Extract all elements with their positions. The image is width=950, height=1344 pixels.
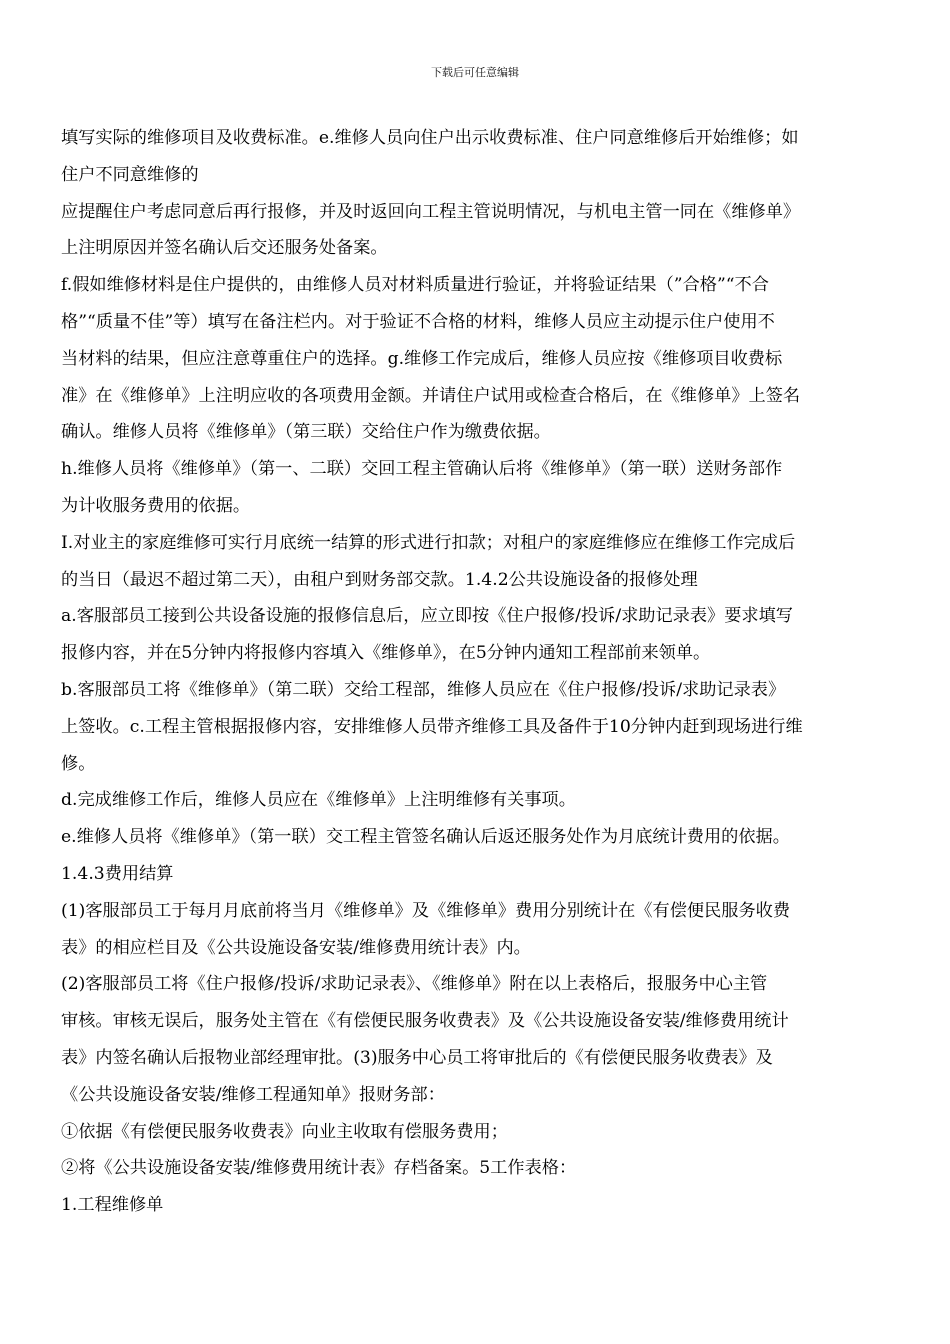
- text-line: h.维修人员将《维修单》（第一、二联）交回工程主管确认后将《维修单》（第一联）送财务部作: [61, 459, 783, 480]
- text-line: 的当日（最迟不超过第二天），由租户到财务部交款。1.4.2公共设施设备的报修处理: [61, 569, 698, 590]
- text-line: e.维修人员将《维修单》（第一联）交工程主管签名确认后返还服务处作为月底统计费用的依据。: [61, 827, 790, 848]
- text-line: 住户不同意维修的: [61, 164, 199, 185]
- text-line: f.假如维修材料是住户提供的，由维修人员对材料质量进行验证，并将验证结果（”合格”“不合: [61, 275, 769, 296]
- text-line: d.完成维修工作后，维修人员应在《维修单》上注明维修有关事项。: [61, 790, 576, 811]
- text-line: 报修内容，并在5分钟内将报修内容填入《维修单》，在5分钟内通知工程部前来领单。: [61, 643, 711, 664]
- text-line: 表》的相应栏目及《公共设施设备安装/维修费用统计表》内。: [61, 937, 531, 958]
- text-line: 上注明原因并签名确认后交还服务处备案。: [61, 238, 388, 259]
- text-line: 上签收。c.工程主管根据报修内容，安排维修人员带齐维修工具及备件于10分钟内赶到现场进行维: [61, 716, 803, 737]
- text-line: (1)客服部员工于每月月底前将当月《维修单》及《维修单》费用分别统计在《有偿便民服务收费: [61, 900, 791, 921]
- text-line: 应提醒住户考虑同意后再行报修，并及时返回向工程主管说明情况，与机电主管一同在《维修单》: [61, 201, 801, 222]
- text-line: b.客服部员工将《维修单》（第二联）交给工程部，维修人员应在《住户报修/投诉/求助记录表》: [61, 679, 786, 700]
- text-line: 当材料的结果，但应注意尊重住户的选择。g.维修工作完成后，维修人员应按《维修项目收费标: [61, 348, 783, 369]
- document-body: [61, 124, 891, 1228]
- text-line: 审核。审核无误后，服务处主管在《有偿便民服务收费表》及《公共设施设备安装/维修费用统计: [61, 1011, 789, 1032]
- text-line: 《公共设施设备安装/维修工程通知单》报财务部：: [61, 1084, 445, 1105]
- section-heading: 1.4.3费用结算: [61, 863, 174, 884]
- text-line: 修。: [61, 753, 96, 774]
- text-line: I.对业主的家庭维修可实行月底统一结算的形式进行扣款；对租户的家庭维修应在维修工作完成后: [61, 532, 796, 553]
- text-line: 格”“质量不佳”等）填写在备注栏内。对于验证不合格的材料，维修人员应主动提示住户使用不: [61, 311, 775, 332]
- text-line: a.客服部员工接到公共设备设施的报修信息后，应立即按《住户报修/投诉/求助记录表》要求填写: [61, 606, 793, 627]
- text-line: 填写实际的维修项目及收费标准。e.维修人员向住户出示收费标准、住户同意维修后开始维修；如: [61, 128, 799, 148]
- list-item: ①依据《有偿便民服务收费表》向业主收取有偿服务费用；: [61, 1121, 508, 1142]
- text-line: 表》内签名确认后报物业部经理审批。(3)服务中心员工将审批后的《有偿便民服务收费表》及: [61, 1047, 773, 1068]
- text-line: 为计收服务费用的依据。: [61, 495, 251, 516]
- page-header: 下载后可任意编辑: [431, 66, 519, 79]
- section-heading: 1.工程维修单: [61, 1195, 164, 1216]
- text-line: 确认。维修人员将《维修单》（第三联）交给住户作为缴费依据。: [61, 422, 551, 443]
- text-line: 准》在《维修单》上注明应收的各项费用金额。并请住户试用或检查合格后，在《维修单》上签名: [61, 385, 801, 406]
- list-item: ②将《公共设施设备安装/维修费用统计表》存档备案。5工作表格：: [61, 1158, 577, 1179]
- text-line: (2)客服部员工将《住户报修/投诉/求助记录表》、《维修单》附在以上表格后，报服务中心主管: [61, 974, 768, 995]
